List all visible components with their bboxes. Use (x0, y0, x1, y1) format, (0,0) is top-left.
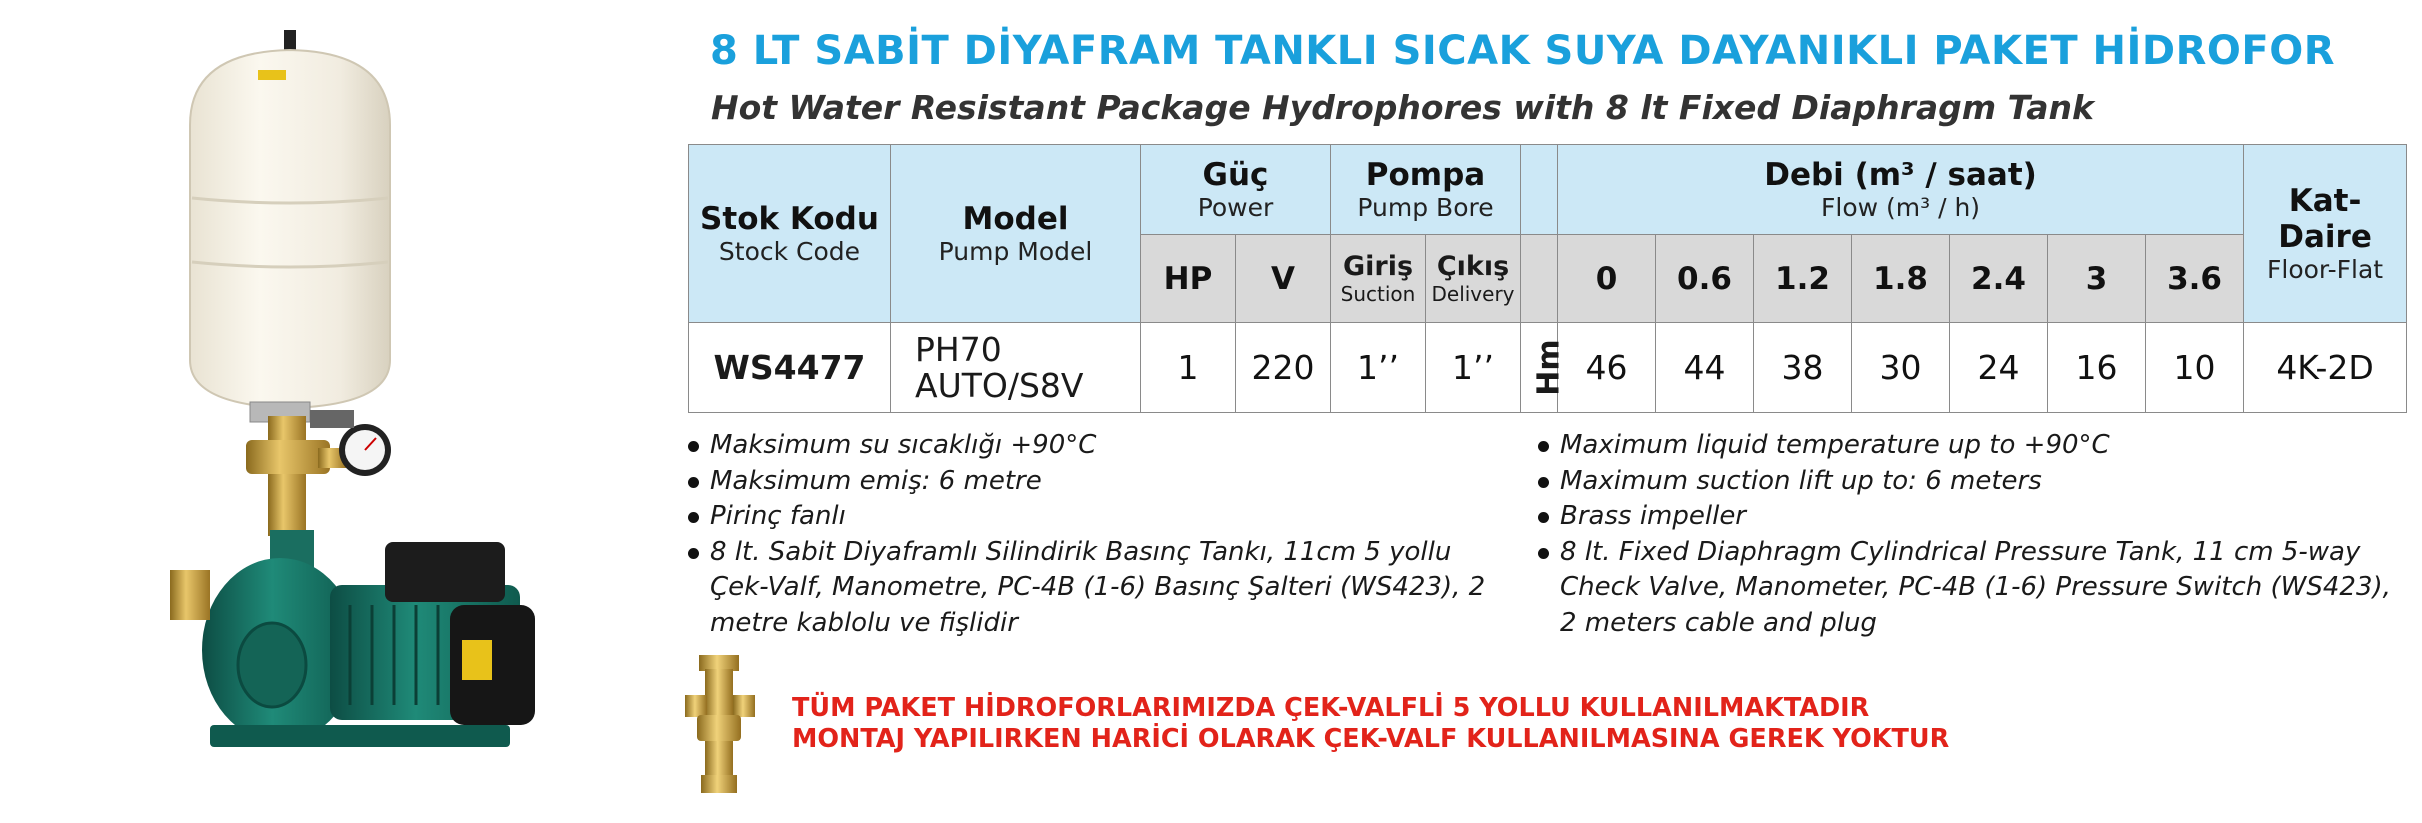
header-flow-step: 1.2 (1754, 235, 1852, 323)
list-item: Maksimum su sıcaklığı +90°C (688, 428, 1508, 464)
list-item: 8 lt. Sabit Diyaframlı Silindirik Basınç Tankı, 11cm 5 yollu Çek-Valf, Manometre, PC-4B (1-6) Basınç Şalteri (WS423), 2 metre kablolu ve fişlidir (688, 535, 1508, 642)
cell-head: 16 (2048, 323, 2146, 413)
header-power: Güç Power (1141, 145, 1331, 235)
tank-label (258, 70, 286, 80)
header-flow-step: 0.6 (1656, 235, 1754, 323)
header-spacer (1521, 145, 1558, 235)
header-pump-bore: Pompa Pump Bore (1331, 145, 1521, 235)
cell-volt: 220 (1236, 323, 1331, 413)
list-item: Maximum suction lift up to: 6 meters (1538, 464, 2398, 500)
notice-text: TÜM PAKET HİDROFORLARIMIZDA ÇEK-VALFLİ 5 YOLLU KULLANILMAKTADIR MONTAJ YAPILIRKEN HARİCİ OLARAK ÇEK-VALF KULLANILMASINA GEREK YOKTUR (792, 693, 1950, 754)
cell-head: 30 (1852, 323, 1950, 413)
pressure-tank (190, 50, 390, 408)
cell-model: PH70 AUTO/S8V (891, 323, 1141, 413)
page-title: 8 LT SABİT DİYAFRAM TANKLI SICAK SUYA DAYANIKLI PAKET HİDROFOR (710, 28, 2336, 74)
pump-base (210, 725, 510, 747)
pump-inlet (170, 570, 210, 620)
cell-floor-flat: 4K-2D (2244, 323, 2407, 413)
table-row (689, 323, 2407, 413)
list-item: Pirinç fanlı (688, 499, 1508, 535)
cell-hp: 1 (1141, 323, 1236, 413)
hydrophore-product-image (150, 30, 630, 790)
list-item: 8 lt. Fixed Diaphragm Cylindrical Pressure Tank, 11 cm 5-way Check Valve, Manometer, PC-4B (1-6) Pressure Switch (WS423), 2 meters cable and plug (1538, 535, 2398, 642)
cell-stock-code: WS4477 (689, 323, 891, 413)
header-flow: Debi (m³ / saat) Flow (m³ / h) (1558, 145, 2244, 235)
header-delivery: Çıkış Delivery (1426, 235, 1521, 323)
brass-fitting (268, 416, 306, 536)
header-flow-step: 1.8 (1852, 235, 1950, 323)
cell-head: 46 (1558, 323, 1656, 413)
header-flow-step: 0 (1558, 235, 1656, 323)
header-spacer-2 (1521, 235, 1558, 323)
terminal-box (385, 542, 505, 602)
tank-valve-cap (284, 30, 296, 52)
header-hp: HP (1141, 235, 1236, 323)
check-valve-image (685, 655, 755, 795)
cell-hm-label: Hm (1521, 323, 1558, 413)
header-flow-step: 2.4 (1950, 235, 2048, 323)
cell-head: 24 (1950, 323, 2048, 413)
header-stock-code: Stok Kodu Stock Code (689, 145, 891, 323)
header-flow-step: 3 (2048, 235, 2146, 323)
cell-head: 44 (1656, 323, 1754, 413)
page-subtitle: Hot Water Resistant Package Hydrophores with 8 lt Fixed Diaphragm Tank (711, 88, 2094, 127)
list-item: Maksimum emiş: 6 metre (688, 464, 1508, 500)
features-list-en (1538, 428, 2398, 641)
header-volt: V (1236, 235, 1331, 323)
spec-table (688, 144, 2407, 413)
header-model: Model Pump Model (891, 145, 1141, 323)
cell-head: 38 (1754, 323, 1852, 413)
cell-delivery: 1’’ (1426, 323, 1521, 413)
header-floor-flat: Kat-Daire Floor-Flat (2244, 145, 2407, 323)
cell-suction: 1’’ (1331, 323, 1426, 413)
header-suction: Giriş Suction (1331, 235, 1426, 323)
cell-head: 10 (2146, 323, 2244, 413)
list-item: Maximum liquid temperature up to +90°C (1538, 428, 2398, 464)
header-flow-step: 3.6 (2146, 235, 2244, 323)
features-list-tr (688, 428, 1508, 641)
list-item: Brass impeller (1538, 499, 2398, 535)
